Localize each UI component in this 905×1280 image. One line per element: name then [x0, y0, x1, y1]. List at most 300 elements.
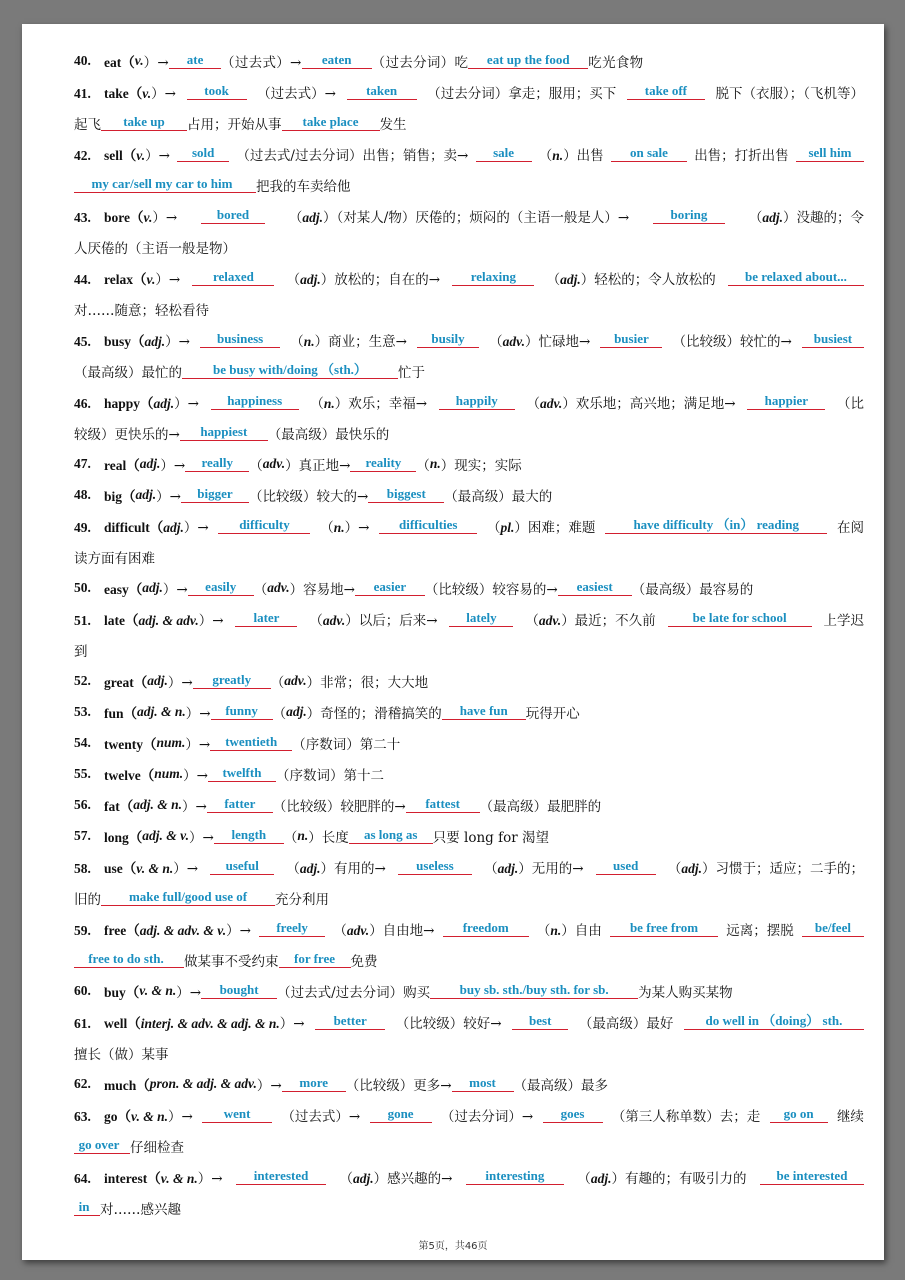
text: ）以后；后来→ — [345, 612, 438, 629]
text: （过去式/过去分词）出售；销售；卖→ — [236, 147, 469, 164]
headword: go（ — [104, 1108, 131, 1124]
text: （ — [536, 922, 551, 939]
answer: have fun — [442, 703, 526, 720]
pos: n. — [333, 519, 345, 535]
entry-number: 51. — [74, 612, 91, 628]
entry-61 — [74, 1006, 864, 1037]
entry-54 — [74, 727, 864, 758]
answer: useless — [398, 858, 472, 875]
answer: freely — [259, 920, 325, 937]
pos: adj. — [762, 209, 783, 225]
entry-52 — [74, 665, 864, 696]
text: 发生 — [379, 116, 407, 133]
text: ）→ — [160, 457, 186, 474]
text: 旧的 — [74, 891, 101, 908]
entry-number: 48. — [74, 486, 91, 502]
text: ）→ — [151, 85, 176, 102]
text: 仔细检查 — [130, 1139, 184, 1156]
text: （ — [249, 457, 263, 474]
text: （比较级）较忙的→ — [672, 333, 792, 350]
answer: bored — [201, 207, 265, 224]
entry-63-cont — [74, 1130, 864, 1161]
entry-number: 40. — [74, 52, 91, 68]
text: （过去分词）拿走；服用；买下 — [427, 85, 617, 102]
entry-number: 63. — [74, 1108, 91, 1124]
text: （比较级）较肥胖的→ — [272, 798, 406, 815]
entry-62 — [74, 1068, 864, 1099]
pos: n. — [323, 395, 335, 411]
text: 对……感兴趣 — [100, 1201, 181, 1218]
text: （过去分词）→ — [440, 1108, 534, 1125]
entry-number: 52. — [74, 672, 91, 688]
answer: be/feel — [802, 920, 864, 937]
text: （ — [416, 457, 430, 474]
headword: big（ — [104, 488, 136, 504]
entry-number: 49. — [74, 519, 91, 535]
answer: best — [512, 1013, 568, 1030]
text: ）→ — [143, 54, 170, 71]
entry-60 — [74, 975, 864, 1006]
text: （ — [253, 581, 268, 598]
text: ）真正地→ — [285, 457, 351, 474]
pos: adj. & adv. & v. — [139, 922, 227, 938]
text: ）长度 — [308, 829, 349, 846]
text: 起飞 — [74, 116, 101, 133]
pos: adj. — [300, 271, 321, 287]
text: ）习惯于；适应；二手的； — [701, 860, 864, 877]
headword: difficult（ — [104, 519, 164, 535]
text: （ — [333, 922, 347, 939]
headword: busy（ — [104, 333, 145, 349]
headword: great（ — [104, 674, 148, 690]
entry-number: 59. — [74, 922, 91, 938]
text: ）忙碌地→ — [525, 333, 591, 350]
answer: be interested — [760, 1168, 864, 1185]
pos: adj. — [147, 672, 168, 688]
pos: v. — [146, 271, 156, 287]
entry-43 — [74, 200, 864, 231]
pos: adv. — [262, 455, 286, 471]
text: （过去式）→ — [281, 1108, 361, 1125]
pos: adv. — [346, 922, 370, 938]
text: （过去式）→ — [257, 85, 336, 102]
headword: fat（ — [104, 798, 134, 814]
text: ）自由地→ — [369, 922, 435, 939]
answer: freedom — [443, 920, 529, 937]
text: （序数词）第二十 — [292, 736, 401, 753]
text: （ — [484, 860, 498, 877]
headword: free（ — [104, 922, 140, 938]
answer: gone — [370, 1106, 432, 1123]
headword: easy（ — [104, 581, 143, 597]
entry-61-cont — [74, 1037, 864, 1068]
headword: well（ — [104, 1015, 141, 1031]
answer: make full/good use of — [101, 889, 275, 906]
text: （第三人称单数）去；走 — [611, 1108, 761, 1125]
pos: num. — [156, 734, 186, 750]
text: ）无用的→ — [518, 860, 584, 877]
text: ）→ — [173, 860, 199, 877]
text: （ — [283, 829, 298, 846]
headword: relax（ — [104, 271, 147, 287]
text: ）→ — [167, 674, 193, 691]
text: ）轻松的；令人放松的 — [580, 271, 716, 288]
text: ）→ — [168, 1108, 193, 1125]
text: ）奇怪的；滑稽搞笑的 — [306, 705, 442, 722]
answer: happier — [747, 393, 825, 410]
answer: for free — [279, 951, 351, 968]
text: （最高级）最肥胖的 — [479, 798, 602, 815]
text: （最高级）最忙的 — [74, 364, 182, 381]
pos: adj. & n. — [137, 703, 186, 719]
text: ）→ — [197, 1170, 223, 1187]
answer: greatly — [193, 672, 271, 689]
pos: adj. — [139, 455, 161, 471]
entry-number: 55. — [74, 765, 91, 781]
text: 较级）更快乐的→ — [74, 426, 180, 443]
answer: better — [315, 1013, 385, 1030]
pos: adj. — [497, 860, 519, 876]
text: （ — [272, 705, 287, 722]
entry-42 — [74, 138, 864, 169]
answer: fattest — [406, 796, 480, 813]
headword: take（ — [104, 85, 143, 101]
text: 做某事不受约束 — [184, 953, 279, 970]
text: ）困难；难题 — [514, 519, 596, 536]
entry-47 — [74, 448, 864, 479]
entry-44 — [74, 262, 864, 293]
text: ）现实；实际 — [440, 457, 522, 474]
pos: adj. — [163, 519, 184, 535]
answer: be late for school — [668, 610, 812, 627]
answer: relaxing — [452, 269, 534, 286]
headword: twenty（ — [104, 736, 157, 752]
text: （最高级）最快乐的 — [267, 426, 390, 443]
answer: busily — [417, 331, 479, 348]
text: （ — [286, 860, 300, 877]
pos: v. — [134, 52, 144, 68]
answer: taken — [347, 83, 417, 100]
text: ）（对某人/物）厌倦的；烦闷的（主语一般是人）→ — [323, 209, 630, 226]
text: （ — [270, 674, 285, 691]
entry-42-cont — [74, 169, 864, 200]
answer: went — [202, 1106, 272, 1123]
entry-number: 42. — [74, 147, 91, 163]
pos: v. & n. — [136, 860, 174, 876]
pos: adj. — [153, 395, 175, 411]
text: ）→ — [185, 705, 211, 722]
text: （比较级）更多→ — [345, 1077, 452, 1094]
entry-41-cont — [74, 107, 864, 138]
text: 读方面有困难 — [74, 550, 155, 567]
pos: n. — [550, 922, 562, 938]
answer: difficulty — [218, 517, 310, 534]
entry-number: 41. — [74, 85, 91, 101]
answer: on sale — [611, 145, 687, 162]
pos: adj. — [302, 209, 324, 225]
text: （过去式）→ — [221, 54, 302, 71]
entry-number: 58. — [74, 860, 91, 876]
entry-number: 54. — [74, 734, 91, 750]
text: 擅长（做）某事 — [74, 1046, 169, 1063]
text: ）→ — [344, 519, 370, 536]
entry-number: 50. — [74, 579, 91, 595]
text: 继续 — [836, 1108, 864, 1125]
answer: difficulties — [379, 517, 477, 534]
text: 忙于 — [398, 364, 425, 381]
text: ）→ — [183, 519, 209, 536]
text: （ — [748, 209, 763, 226]
pos: adj. — [135, 486, 157, 502]
answer: be busy with/doing （sth.） — [182, 362, 398, 379]
answer: take up — [101, 114, 187, 131]
text: （过去分词）吃 — [371, 54, 469, 71]
pos: n. — [429, 455, 441, 471]
text: ）→ — [156, 488, 181, 505]
answer: easiest — [558, 579, 632, 596]
text: 到 — [74, 643, 88, 660]
entry-number: 45. — [74, 333, 91, 349]
text: ）→ — [185, 736, 211, 753]
entry-number: 61. — [74, 1015, 91, 1031]
answer: buy sb. sth./buy sth. for sb. — [430, 982, 638, 999]
pos: adj. — [590, 1170, 612, 1186]
pos: adj. & n. — [133, 796, 183, 812]
text: （最高级）最容易的 — [631, 581, 754, 598]
entry-49 — [74, 510, 864, 541]
entry-number: 57. — [74, 827, 91, 843]
entry-56 — [74, 789, 864, 820]
text: 出售；打折出售 — [694, 147, 789, 164]
answer: interested — [236, 1168, 326, 1185]
pos: pron. & adj. & adv. — [149, 1075, 257, 1091]
entry-number: 47. — [74, 455, 91, 471]
entry-51-cont — [74, 634, 864, 665]
text: 人厌倦的（主语一般是物） — [74, 240, 236, 257]
answer: have difficulty （in） reading — [605, 517, 827, 534]
answer: free to do sth. — [74, 951, 184, 968]
answer: business — [200, 331, 280, 348]
text: （ — [577, 1170, 591, 1187]
headword: bore（ — [104, 209, 144, 225]
text: （ — [489, 333, 503, 350]
entry-46 — [74, 386, 864, 417]
entry-number: 64. — [74, 1170, 91, 1186]
answer: busier — [600, 331, 662, 348]
entry-45 — [74, 324, 864, 355]
pos: adj. — [142, 579, 163, 595]
pos: adj. — [353, 1170, 374, 1186]
answer: twentieth — [210, 734, 292, 751]
entry-number: 53. — [74, 703, 91, 719]
entry-53 — [74, 696, 864, 727]
headword: eat（ — [104, 54, 135, 70]
page-footer: 第5页，共46页 — [418, 1241, 488, 1252]
text: （最高级）最好 — [578, 1015, 674, 1032]
pos: adj. — [681, 860, 702, 876]
entry-58 — [74, 851, 864, 882]
answer: more — [282, 1075, 346, 1092]
headword: sell（ — [104, 147, 137, 163]
headword: interest（ — [104, 1170, 161, 1186]
text: （最高级）最多 — [513, 1077, 609, 1094]
pos: v. — [143, 209, 153, 225]
text: 吃光食物 — [588, 54, 644, 71]
text: ）有用的→ — [320, 860, 386, 877]
text: 为某人购买某物 — [638, 984, 733, 1001]
text: （ — [667, 860, 682, 877]
answer: interesting — [466, 1168, 564, 1185]
text: （序数词）第十二 — [275, 767, 384, 784]
answer: fatter — [207, 796, 273, 813]
text: （比较级）较好→ — [395, 1015, 502, 1032]
text: ）有趣的；有吸引力的 — [611, 1170, 747, 1187]
pos: interj. & adv. & adj. & n. — [140, 1015, 280, 1031]
pos: n. — [303, 333, 315, 349]
pos: v. & n. — [160, 1170, 198, 1186]
text: ）→ — [145, 147, 170, 164]
pos: adv. — [502, 333, 525, 349]
pos: v. — [142, 85, 152, 101]
answer: reality — [350, 455, 416, 472]
entry-48 — [74, 479, 864, 510]
pos: adj. — [286, 703, 307, 719]
text: ）→ — [176, 984, 202, 1001]
answer: sale — [476, 145, 532, 162]
text: 脱下（衣服）；（飞机等） — [715, 85, 864, 102]
entry-number: 44. — [74, 271, 91, 287]
text: ）自由 — [561, 922, 602, 939]
text: （比较级）较大的→ — [248, 488, 369, 505]
entry-40 — [74, 45, 864, 76]
text: ）容易地→ — [289, 581, 355, 598]
text: （ — [288, 209, 303, 226]
answer: relaxed — [192, 269, 274, 286]
text: 把我的车卖给他 — [256, 178, 351, 195]
text: 在阅 — [836, 519, 864, 536]
document-page — [22, 24, 884, 1260]
headword: buy（ — [104, 984, 140, 1000]
answer: length — [214, 827, 284, 844]
entry-number: 46. — [74, 395, 91, 411]
pos: adj. — [560, 271, 581, 287]
headword: much（ — [104, 1077, 150, 1093]
pos: v. — [136, 147, 146, 163]
text: ）→ — [189, 829, 214, 846]
pos: v. & n. — [139, 982, 177, 998]
answer: happily — [439, 393, 515, 410]
entry-55 — [74, 758, 864, 789]
answer: boring — [653, 207, 725, 224]
pos: n. — [297, 827, 309, 843]
text: 充分利用 — [275, 891, 329, 908]
entry-44-cont — [74, 293, 864, 324]
text: ）感兴趣的→ — [373, 1170, 453, 1187]
answer: in — [74, 1199, 100, 1216]
answer: be free from — [610, 920, 718, 937]
headword: use（ — [104, 860, 137, 876]
entry-45-cont — [74, 355, 864, 386]
answer: take place — [282, 114, 380, 131]
entry-41 — [74, 76, 864, 107]
answer: ate — [169, 52, 221, 69]
pos: n. — [552, 147, 564, 163]
text: 占用；开始从事 — [187, 116, 282, 133]
text: （ — [290, 333, 304, 350]
entry-number: 43. — [74, 209, 91, 225]
entry-64-cont — [74, 1192, 864, 1223]
answer: busiest — [802, 331, 864, 348]
answer: later — [235, 610, 297, 627]
entry-46-cont — [74, 417, 864, 448]
text: 对……随意；轻松看待 — [74, 302, 209, 319]
text: （比较级）较容易的→ — [424, 581, 558, 598]
entry-number: 62. — [74, 1075, 91, 1091]
pos: pl. — [500, 519, 515, 535]
answer: bigger — [181, 486, 249, 503]
answer: my car/sell my car to him — [74, 176, 256, 193]
answer: do well in （doing） sth. — [684, 1013, 864, 1030]
text: ）欢乐；幸福→ — [334, 395, 428, 412]
answer: funny — [211, 703, 273, 720]
headword: happy（ — [104, 395, 154, 411]
answer: go over — [74, 1137, 130, 1154]
text: ）→ — [155, 271, 181, 288]
text: ）→ — [165, 333, 190, 350]
text: （ — [310, 395, 324, 412]
answer: easier — [355, 579, 425, 596]
text: ）最近；不久前 — [561, 612, 656, 629]
headword: twelve（ — [104, 767, 155, 783]
text: （ — [309, 612, 323, 629]
entry-59 — [74, 913, 864, 944]
text: （ — [286, 271, 301, 288]
headword: fun（ — [104, 705, 138, 721]
text: ）→ — [162, 581, 188, 598]
pos: adj. — [144, 333, 166, 349]
text: 只要 long for 渴望 — [432, 829, 549, 846]
text: ）→ — [152, 209, 178, 226]
entry-58-cont — [74, 882, 864, 913]
headword: real（ — [104, 457, 140, 473]
pos: adj. & adv. — [138, 612, 199, 628]
text: 远离；摆脱 — [726, 922, 794, 939]
answer: sell him — [796, 145, 864, 162]
text: （ — [320, 519, 334, 536]
entry-59-cont — [74, 944, 864, 975]
text: （ — [487, 519, 501, 536]
answer: happiness — [211, 393, 299, 410]
text: ）放松的；自在的→ — [320, 271, 441, 288]
answer: took — [187, 83, 247, 100]
text: （ — [525, 612, 539, 629]
text: （过去式/过去分词）购买 — [277, 984, 431, 1001]
text: 上学迟 — [823, 612, 864, 629]
answer: sold — [177, 145, 229, 162]
pos: adv. — [538, 612, 562, 628]
text: 玩得开心 — [525, 705, 580, 722]
answer: lately — [449, 610, 513, 627]
entry-number: 56. — [74, 796, 91, 812]
pos: v. & n. — [131, 1108, 168, 1124]
text: ）非常；很；大大地 — [306, 674, 429, 691]
answer: useful — [210, 858, 274, 875]
text: （最高级）最大的 — [444, 488, 553, 505]
entry-57 — [74, 820, 864, 851]
pos: adv. — [267, 579, 290, 595]
text: 免费 — [350, 953, 378, 970]
entry-49-cont — [74, 541, 864, 572]
